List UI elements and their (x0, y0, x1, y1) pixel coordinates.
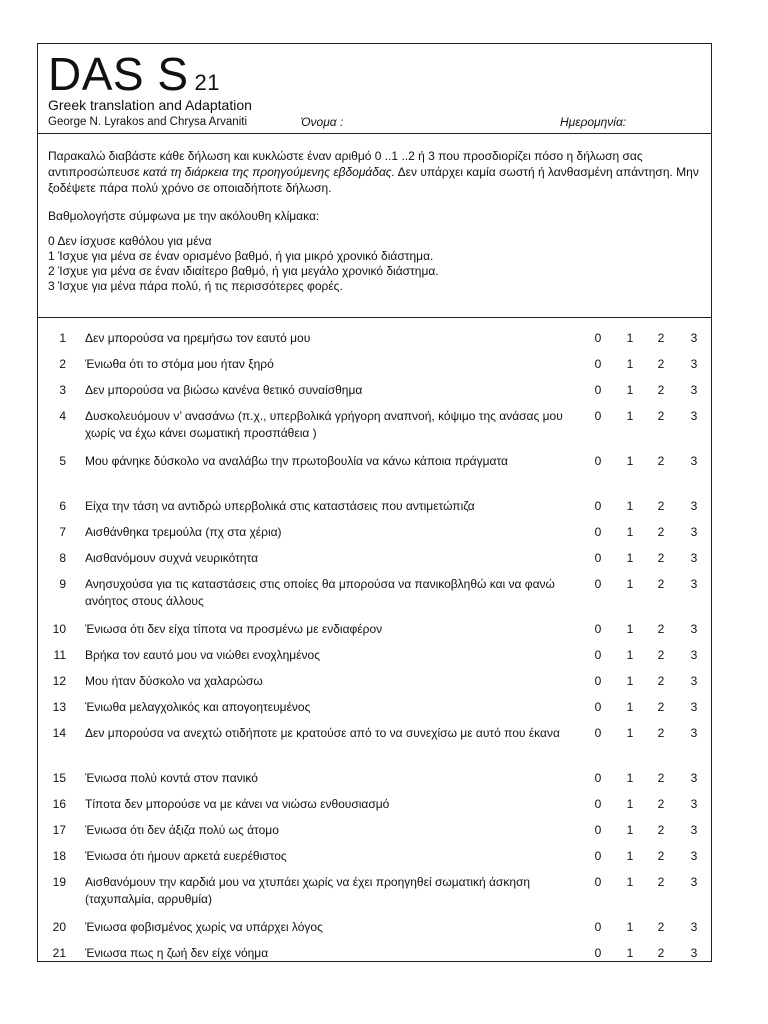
rating-option-2[interactable]: 2 (657, 499, 665, 513)
rating-option-1[interactable]: 1 (626, 551, 634, 565)
item-number: 11 (53, 648, 66, 662)
rating-option-3[interactable]: 3 (690, 849, 698, 863)
item-number: 20 (52, 920, 66, 934)
rating-option-2[interactable]: 2 (657, 849, 665, 863)
table-row (38, 874, 711, 919)
rating-option-0[interactable]: 0 (594, 525, 602, 539)
item-number: 5 (59, 454, 66, 468)
table-row (38, 356, 711, 382)
rating-option-0[interactable]: 0 (594, 674, 602, 688)
table-row (38, 822, 711, 848)
date-field-label: Ημερομηνία: (560, 115, 627, 129)
rating-option-2[interactable]: 2 (657, 383, 665, 397)
rating-option-3[interactable]: 3 (690, 771, 698, 785)
item-number: 12 (52, 674, 66, 688)
item-statement: Ένιωσα πολύ κοντά στον πανικό (85, 771, 258, 785)
rating-option-2[interactable]: 2 (657, 409, 665, 423)
item-number: 1 (59, 331, 66, 345)
rating-option-0[interactable]: 0 (594, 454, 602, 468)
rating-option-1[interactable]: 1 (626, 849, 634, 863)
table-row (38, 699, 711, 725)
table-row (38, 524, 711, 550)
item-statement: Μου ήταν δύσκολο να χαλαρώσω (85, 674, 263, 688)
rating-option-3[interactable]: 3 (690, 499, 698, 513)
rating-option-3[interactable]: 3 (690, 674, 698, 688)
rating-option-1[interactable]: 1 (626, 409, 634, 423)
item-number: 10 (52, 622, 66, 636)
item-number: 17 (52, 823, 66, 837)
scale-item-3: 3 Ίσχυε για μένα πάρα πολύ, ή τις περισσότερες φορές. (48, 279, 343, 293)
rating-option-0[interactable]: 0 (594, 875, 602, 889)
rating-option-2[interactable]: 2 (657, 771, 665, 785)
table-row (38, 330, 711, 356)
item-number: 18 (52, 849, 66, 863)
item-statement: Ένιωσα πως η ζωή δεν είχε νόημα (85, 946, 269, 960)
rating-option-1[interactable]: 1 (626, 823, 634, 837)
item-statement: Είχα την τάση να αντιδρώ υπερβολικά στις καταστάσεις που αντιμετώπιζα (85, 499, 475, 513)
scale-item-1: 1 Ίσχυε για μένα σε έναν ορισμένο βαθμό, ή για μικρό χρονικό διάστημα. (48, 249, 434, 263)
rating-option-0[interactable]: 0 (594, 499, 602, 513)
item-statement: Μου φάνηκε δύσκολο να αναλάβω την πρωτοβουλία να κάνω κάποια πράγματα (85, 454, 508, 468)
item-statement: Αισθανόμουν την καρδιά μου να χτυπάει χωρίς να έχει προηγηθεί σωματική άσκηση (ταχυπαλμία, αρρυθμία) (85, 875, 531, 906)
rating-option-0[interactable]: 0 (594, 700, 602, 714)
rating-option-1[interactable]: 1 (626, 383, 634, 397)
item-statement: Δεν μπορούσα να βιώσω κανένα θετικό συναίσθημα (85, 383, 363, 397)
rating-option-0[interactable]: 0 (594, 383, 602, 397)
rating-option-3[interactable]: 3 (690, 577, 698, 591)
item-number: 8 (59, 551, 66, 565)
item-number: 4 (59, 409, 66, 423)
item-statement: Ένιωσα ότι ήμουν αρκετά ευερέθιστος (85, 849, 287, 863)
scale-item-2: 2 Ίσχυε για μένα σε έναν ιδιαίτερο βαθμό, ή για μεγάλο χρονικό διάστημα. (48, 264, 439, 278)
item-number: 2 (59, 357, 66, 371)
rating-option-3[interactable]: 3 (690, 409, 698, 423)
item-statement: Δυσκολευόμουν ν’ ανασάνω (π.χ., υπερβολικά γρήγορη αναπνοή, κόψιμο της ανάσας μου χωρίς να έχω κάνει σωματική προσπάθεια ) (85, 409, 563, 440)
table-row (38, 498, 711, 524)
rating-option-1[interactable]: 1 (626, 577, 634, 591)
item-number: 3 (59, 383, 66, 397)
item-number: 15 (52, 771, 66, 785)
rating-option-0[interactable]: 0 (594, 726, 602, 740)
scale-heading: Βαθμολογήστε σύμφωνα με την ακόλουθη κλίμακα: (48, 209, 320, 223)
rating-option-0[interactable]: 0 (594, 622, 602, 636)
rating-option-2[interactable]: 2 (657, 797, 665, 811)
rating-option-1[interactable]: 1 (626, 771, 634, 785)
rating-option-1[interactable]: 1 (626, 946, 634, 960)
rating-option-2[interactable]: 2 (657, 920, 665, 934)
rating-option-3[interactable]: 3 (690, 700, 698, 714)
rating-option-3[interactable]: 3 (690, 823, 698, 837)
item-statement: Αισθανόμουν συχνά νευρικότητα (85, 551, 259, 565)
rating-option-0[interactable]: 0 (594, 771, 602, 785)
rating-option-2[interactable]: 2 (657, 875, 665, 889)
rating-option-3[interactable]: 3 (690, 383, 698, 397)
rating-option-3[interactable]: 3 (690, 797, 698, 811)
rating-option-3[interactable]: 3 (690, 551, 698, 565)
rating-option-0[interactable]: 0 (594, 920, 602, 934)
table-row (38, 848, 711, 874)
table-row (38, 796, 711, 822)
rating-option-2[interactable]: 2 (657, 622, 665, 636)
rating-option-1[interactable]: 1 (626, 357, 634, 371)
title-text: DAS S (48, 48, 189, 100)
rating-option-2[interactable]: 2 (657, 700, 665, 714)
rating-option-1[interactable]: 1 (626, 454, 634, 468)
rating-option-2[interactable]: 2 (657, 946, 665, 960)
rating-option-3[interactable]: 3 (690, 622, 698, 636)
item-number: 14 (52, 726, 66, 740)
table-row (38, 919, 711, 945)
rating-option-0[interactable]: 0 (594, 823, 602, 837)
scale-item-0: 0 Δεν ίσχυσε καθόλου για μένα (48, 234, 212, 248)
title-number: 21 (194, 70, 221, 95)
authors: George N. Lyrakos and Chrysa Arvaniti (48, 116, 247, 128)
rating-option-2[interactable]: 2 (657, 648, 665, 662)
item-statement: Αισθάνθηκα τρεμούλα (πχ στα χέρια) (85, 525, 282, 539)
instructions-intro: Παρακαλώ διαβάστε κάθε δήλωση και κυκλώστε έναν αριθμό 0 ..1 ..2 ή 3 που προσδιορίζει πόσο η δήλωση σας αντιπροσώπευσε κατά τη διάρκεια της προηγούμενης εβδομάδας. Δεν υπάρχει καμία σωστή ή λανθασμένη απάντηση. Μην ξοδέψετε πάρα πολύ χρόνο σε οποιαδήποτε δήλωση. (48, 149, 699, 195)
table-row (38, 725, 711, 770)
rating-option-0[interactable]: 0 (594, 357, 602, 371)
rating-option-1[interactable]: 1 (626, 674, 634, 688)
item-statement: Δεν μπορούσα να ηρεμήσω τον εαυτό μου (85, 331, 311, 345)
table-row (38, 673, 711, 699)
instructions-emphasis: κατά τη διάρκεια της προηγούμενης εβδομάδας. (143, 165, 395, 179)
rating-option-1[interactable]: 1 (626, 499, 634, 513)
rating-option-3[interactable]: 3 (690, 946, 698, 960)
table-row (38, 382, 711, 408)
rating-option-3[interactable]: 3 (690, 454, 698, 468)
item-statement: Βρήκα τον εαυτό μου να νιώθει ενοχλημένος (85, 648, 321, 662)
questionnaire-frame (37, 43, 712, 962)
rating-option-1[interactable]: 1 (626, 525, 634, 539)
rating-option-3[interactable]: 3 (690, 726, 698, 740)
rating-option-1[interactable]: 1 (626, 920, 634, 934)
rating-option-3[interactable]: 3 (690, 357, 698, 371)
rating-option-0[interactable]: 0 (594, 551, 602, 565)
table-row (38, 647, 711, 673)
rating-option-0[interactable]: 0 (594, 797, 602, 811)
rating-option-2[interactable]: 2 (657, 674, 665, 688)
rating-option-1[interactable]: 1 (626, 875, 634, 889)
table-row (38, 621, 711, 647)
name-field-label: Όνομα : (301, 115, 344, 129)
item-statement: Δεν μπορούσα να ανεχτώ οτιδήποτε με κρατούσε από το να συνεχίσω με αυτό που έκανα (85, 726, 560, 740)
rating-option-3[interactable]: 3 (690, 331, 698, 345)
rating-option-2[interactable]: 2 (657, 357, 665, 371)
rating-option-0[interactable]: 0 (594, 648, 602, 662)
item-number: 16 (52, 797, 66, 811)
table-row (38, 770, 711, 796)
rating-option-0[interactable]: 0 (594, 849, 602, 863)
item-statement: Ένιωθα μελαγχολικός και απογοητευμένος (85, 700, 311, 714)
rating-option-2[interactable]: 2 (657, 823, 665, 837)
rating-option-3[interactable]: 3 (690, 920, 698, 934)
rating-option-2[interactable]: 2 (657, 331, 665, 345)
rating-option-2[interactable]: 2 (657, 726, 665, 740)
rating-option-2[interactable]: 2 (657, 525, 665, 539)
rating-option-3[interactable]: 3 (690, 648, 698, 662)
item-number: 9 (59, 577, 66, 591)
item-number: 13 (52, 700, 66, 714)
rating-option-1[interactable]: 1 (626, 700, 634, 714)
rating-option-1[interactable]: 1 (626, 797, 634, 811)
item-number: 6 (59, 499, 66, 513)
table-row (38, 550, 711, 576)
rating-option-0[interactable]: 0 (594, 946, 602, 960)
item-number: 19 (52, 875, 66, 889)
subtitle: Greek translation and Adaptation (48, 97, 252, 113)
table-row (38, 408, 711, 453)
rating-option-0[interactable]: 0 (594, 577, 602, 591)
table-row (38, 945, 711, 971)
rating-option-1[interactable]: 1 (626, 648, 634, 662)
rating-option-3[interactable]: 3 (690, 875, 698, 889)
rating-option-1[interactable]: 1 (626, 331, 634, 345)
item-statement: Τίποτα δεν μπορούσε να με κάνει να νιώσω ενθουσιασμό (85, 797, 390, 811)
item-number: 21 (52, 946, 66, 960)
item-number: 7 (59, 525, 66, 539)
rating-option-1[interactable]: 1 (626, 622, 634, 636)
rating-option-0[interactable]: 0 (594, 331, 602, 345)
rating-option-2[interactable]: 2 (657, 454, 665, 468)
item-statement: Ένιωσα ότι δεν άξιζα πολύ ως άτομο (85, 823, 279, 837)
rating-option-2[interactable]: 2 (657, 551, 665, 565)
table-row (38, 453, 711, 498)
instructions (38, 134, 711, 318)
header (38, 44, 711, 134)
table-row (38, 576, 711, 621)
item-statement: Ένιωθα ότι το στόμα μου ήταν ξηρό (85, 357, 274, 371)
rating-option-2[interactable]: 2 (657, 577, 665, 591)
item-statement: Ένιωσα φοβισμένος χωρίς να υπάρχει λόγος (85, 920, 323, 934)
item-statement: Ένιωσα ότι δεν είχα τίποτα να προσμένω με ενδιαφέρον (85, 622, 383, 636)
rating-option-1[interactable]: 1 (626, 726, 634, 740)
rating-option-0[interactable]: 0 (594, 409, 602, 423)
rating-scale (48, 234, 703, 294)
rating-option-3[interactable]: 3 (690, 525, 698, 539)
item-statement: Ανησυχούσα για τις καταστάσεις στις οποίες θα μπορούσα να πανικοβληθώ και να φανώ ανόητος στους άλλους (85, 577, 555, 608)
